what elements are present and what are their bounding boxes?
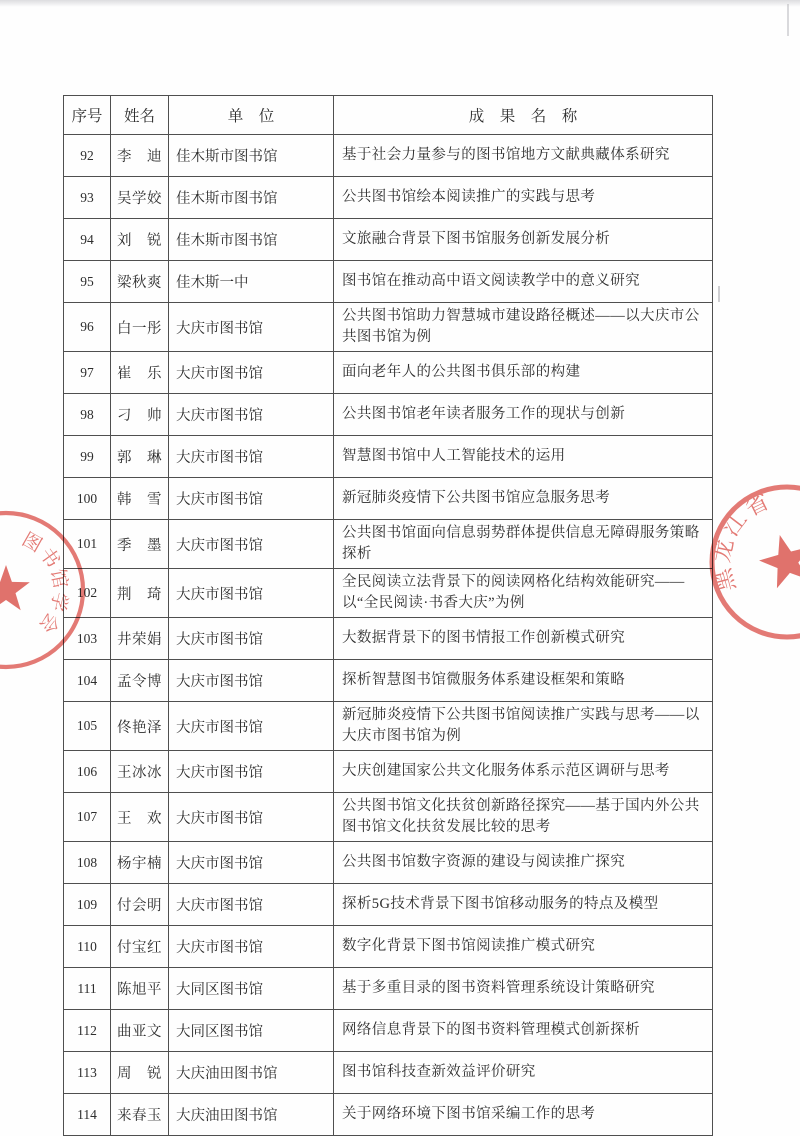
cell-serial-number: 112 [64, 1010, 111, 1052]
cell-person-name: 王冰冰 [111, 751, 169, 793]
cell-person-name: 陈旭平 [111, 968, 169, 1010]
table-row [64, 618, 713, 660]
table-row [64, 842, 713, 884]
seal-star-icon [754, 528, 800, 591]
cell-organization: 大庆市图书馆 [169, 702, 334, 751]
cell-serial-number: 98 [64, 394, 111, 436]
table-row [64, 660, 713, 702]
cell-organization: 佳木斯市图书馆 [169, 177, 334, 219]
cell-person-name: 刁 帅 [111, 394, 169, 436]
cell-person-name: 郭 琳 [111, 436, 169, 478]
svg-text:黑龙江省 [709, 487, 776, 594]
scan-top-edge-artifact [0, 0, 800, 7]
cell-achievement-title: 图书馆科技查新效益评价研究 [334, 1052, 713, 1094]
col-header-name: 姓名 [111, 96, 169, 135]
cell-achievement-title: 新冠肺炎疫情下公共图书馆应急服务思考 [334, 478, 713, 520]
cell-achievement-title: 公共图书馆面向信息弱势群体提供信息无障碍服务策略探析 [334, 520, 713, 569]
cell-person-name: 付宝红 [111, 926, 169, 968]
cell-person-name: 刘 锐 [111, 219, 169, 261]
cell-person-name: 付会明 [111, 884, 169, 926]
cell-serial-number: 110 [64, 926, 111, 968]
cell-achievement-title: 网络信息背景下的图书资料管理模式创新探析 [334, 1010, 713, 1052]
cell-serial-number: 95 [64, 261, 111, 303]
cell-achievement-title: 面向老年人的公共图书俱乐部的构建 [334, 352, 713, 394]
cell-serial-number: 100 [64, 478, 111, 520]
scan-tick-artifact [718, 286, 720, 302]
table-row [64, 478, 713, 520]
table-row [64, 1094, 713, 1136]
table-row [64, 135, 713, 177]
table-row [64, 569, 713, 618]
cell-organization: 大庆市图书馆 [169, 884, 334, 926]
table-row [64, 793, 713, 842]
cell-achievement-title: 公共图书馆文化扶贫创新路径探究——基于国内外公共图书馆文化扶贫发展比较的思考 [334, 793, 713, 842]
cell-organization: 大庆市图书馆 [169, 926, 334, 968]
cell-person-name: 杨宇楠 [111, 842, 169, 884]
cell-organization: 佳木斯一中 [169, 261, 334, 303]
cell-person-name: 荆 琦 [111, 569, 169, 618]
cell-person-name: 佟艳泽 [111, 702, 169, 751]
cell-person-name: 来春玉 [111, 1094, 169, 1136]
cell-person-name: 吴学姣 [111, 177, 169, 219]
cell-serial-number: 113 [64, 1052, 111, 1094]
results-table [63, 95, 713, 1136]
table-row [64, 436, 713, 478]
cell-person-name: 井荣娟 [111, 618, 169, 660]
cell-serial-number: 114 [64, 1094, 111, 1136]
table-row [64, 219, 713, 261]
seal-star-icon [0, 565, 30, 610]
cell-organization: 佳木斯市图书馆 [169, 219, 334, 261]
cell-serial-number: 99 [64, 436, 111, 478]
cell-serial-number: 104 [64, 660, 111, 702]
table-row [64, 702, 713, 751]
table-row [64, 751, 713, 793]
cell-achievement-title: 公共图书馆绘本阅读推广的实践与思考 [334, 177, 713, 219]
seal-circle [712, 487, 800, 637]
cell-organization: 大庆市图书馆 [169, 751, 334, 793]
cell-person-name: 曲亚文 [111, 1010, 169, 1052]
cell-organization: 佳木斯市图书馆 [169, 135, 334, 177]
cell-organization: 大庆市图书馆 [169, 569, 334, 618]
col-header-unit: 单 位 [169, 96, 334, 135]
cell-serial-number: 96 [64, 303, 111, 352]
cell-achievement-title: 新冠肺炎疫情下公共图书馆阅读推广实践与思考——以大庆市图书馆为例 [334, 702, 713, 751]
col-header-no: 序号 [64, 96, 111, 135]
cell-organization: 大庆市图书馆 [169, 303, 334, 352]
cell-achievement-title: 基于社会力量参与的图书馆地方文献典藏体系研究 [334, 135, 713, 177]
cell-serial-number: 103 [64, 618, 111, 660]
cell-organization: 大同区图书馆 [169, 1010, 334, 1052]
cell-serial-number: 109 [64, 884, 111, 926]
cell-person-name: 李 迪 [111, 135, 169, 177]
cell-achievement-title: 公共图书馆数字资源的建设与阅读推广探究 [334, 842, 713, 884]
cell-organization: 大同区图书馆 [169, 968, 334, 1010]
cell-serial-number: 108 [64, 842, 111, 884]
cell-organization: 大庆市图书馆 [169, 520, 334, 569]
seal-left-text: 图书馆学会 [18, 529, 71, 638]
table-header [64, 96, 713, 135]
table-row [64, 394, 713, 436]
cell-achievement-title: 图书馆在推动高中语文阅读教学中的意义研究 [334, 261, 713, 303]
cell-serial-number: 111 [64, 968, 111, 1010]
cell-achievement-title: 大庆创建国家公共文化服务体系示范区调研与思考 [334, 751, 713, 793]
cell-person-name: 季 墨 [111, 520, 169, 569]
cell-organization: 大庆市图书馆 [169, 394, 334, 436]
cell-organization: 大庆市图书馆 [169, 436, 334, 478]
cell-serial-number: 94 [64, 219, 111, 261]
cell-achievement-title: 探析智慧图书馆微服务体系建设框架和策略 [334, 660, 713, 702]
header-row [64, 96, 713, 135]
table-row [64, 884, 713, 926]
table-body [64, 135, 713, 1136]
cell-person-name: 周 锐 [111, 1052, 169, 1094]
col-header-title: 成 果 名 称 [334, 96, 713, 135]
cell-serial-number: 107 [64, 793, 111, 842]
table-row [64, 968, 713, 1010]
scan-right-edge-artifact [787, 4, 789, 36]
cell-organization: 大庆市图书馆 [169, 793, 334, 842]
cell-achievement-title: 关于网络环境下图书馆采编工作的思考 [334, 1094, 713, 1136]
cell-organization: 大庆油田图书馆 [169, 1052, 334, 1094]
cell-serial-number: 93 [64, 177, 111, 219]
cell-organization: 大庆市图书馆 [169, 660, 334, 702]
cell-achievement-title: 公共图书馆老年读者服务工作的现状与创新 [334, 394, 713, 436]
cell-organization: 大庆油田图书馆 [169, 1094, 334, 1136]
cell-achievement-title: 公共图书馆助力智慧城市建设路径概述——以大庆市公共图书馆为例 [334, 303, 713, 352]
table-row [64, 303, 713, 352]
cell-organization: 大庆市图书馆 [169, 618, 334, 660]
cell-achievement-title: 大数据背景下的图书情报工作创新模式研究 [334, 618, 713, 660]
cell-achievement-title: 数字化背景下图书馆阅读推广模式研究 [334, 926, 713, 968]
cell-serial-number: 101 [64, 520, 111, 569]
cell-serial-number: 102 [64, 569, 111, 618]
cell-person-name: 韩 雪 [111, 478, 169, 520]
cell-person-name: 王 欢 [111, 793, 169, 842]
cell-person-name: 孟令博 [111, 660, 169, 702]
cell-organization: 大庆市图书馆 [169, 478, 334, 520]
table-row [64, 261, 713, 303]
cell-serial-number: 97 [64, 352, 111, 394]
cell-serial-number: 106 [64, 751, 111, 793]
table-row [64, 926, 713, 968]
table-row [64, 352, 713, 394]
cell-achievement-title: 基于多重目录的图书资料管理系统设计策略研究 [334, 968, 713, 1010]
cell-person-name: 梁秋爽 [111, 261, 169, 303]
seal-right-text: 黑龙江省 [708, 487, 776, 595]
cell-organization: 大庆市图书馆 [169, 842, 334, 884]
cell-person-name: 崔 乐 [111, 352, 169, 394]
cell-organization: 大庆市图书馆 [169, 352, 334, 394]
cell-serial-number: 105 [64, 702, 111, 751]
cell-serial-number: 92 [64, 135, 111, 177]
cell-achievement-title: 全民阅读立法背景下的阅读网格化结构效能研究——以“全民阅读·书香大庆”为例 [334, 569, 713, 618]
table-row [64, 1052, 713, 1094]
table-row [64, 177, 713, 219]
cell-achievement-title: 智慧图书馆中人工智能技术的运用 [334, 436, 713, 478]
cell-person-name: 白一彤 [111, 303, 169, 352]
cell-achievement-title: 文旅融合背景下图书馆服务创新发展分析 [334, 219, 713, 261]
table-row [64, 1010, 713, 1052]
cell-achievement-title: 探析5G技术背景下图书馆移动服务的特点及模型 [334, 884, 713, 926]
table-row [64, 520, 713, 569]
